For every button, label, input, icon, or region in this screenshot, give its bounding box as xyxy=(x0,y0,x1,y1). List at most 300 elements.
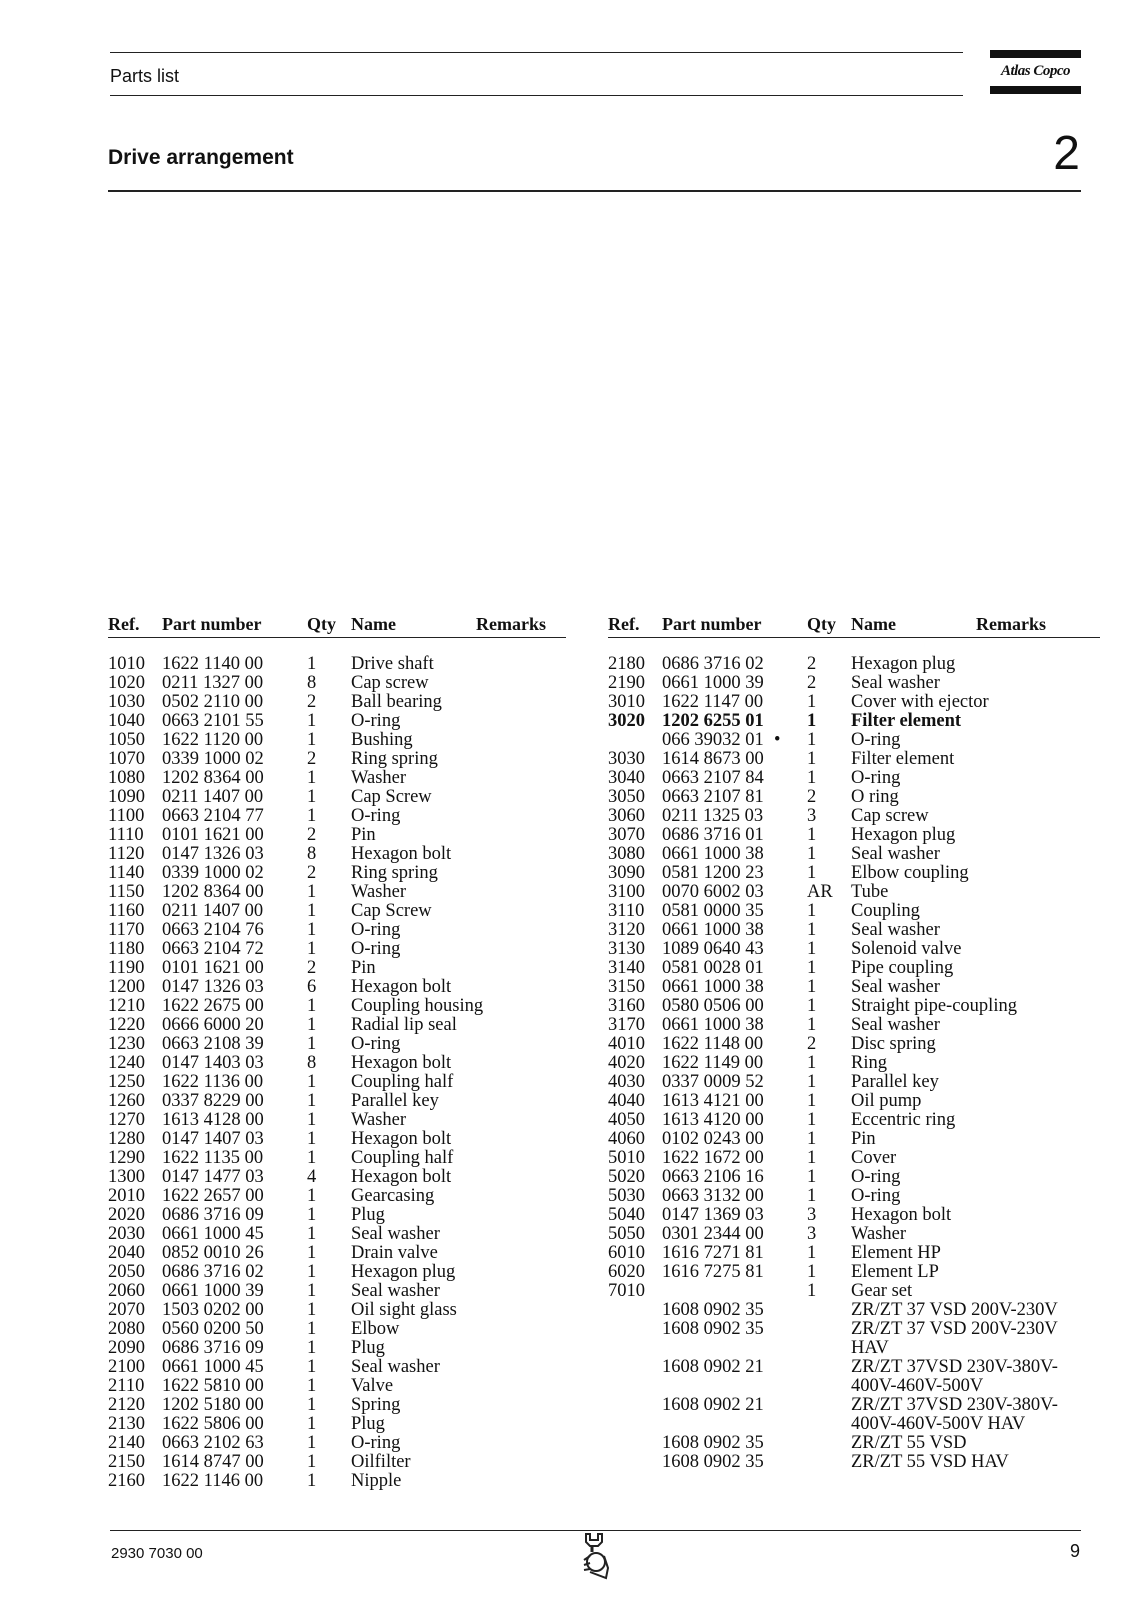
name-cell: Coupling half xyxy=(351,1148,454,1168)
name-cell: Tube xyxy=(851,882,889,902)
ref-cell: 1170 xyxy=(108,920,145,940)
table-row xyxy=(108,807,568,826)
table-row xyxy=(108,997,568,1016)
qty-cell: 3 xyxy=(807,1205,817,1225)
part-number-cell: 0101 1621 00 xyxy=(162,825,264,845)
part-number-cell: 0663 2108 39 xyxy=(162,1034,264,1054)
ref-cell: 1260 xyxy=(108,1091,145,1111)
col-remarks-header: Remarks xyxy=(476,614,546,634)
part-number-cell: 0663 2101 55 xyxy=(162,711,264,731)
part-number-cell: 0686 3716 09 xyxy=(162,1205,264,1225)
ref-cell: 5020 xyxy=(608,1167,645,1187)
part-number-cell: 0147 1477 03 xyxy=(162,1167,264,1187)
ref-cell: 4030 xyxy=(608,1072,645,1092)
ref-cell: 2150 xyxy=(108,1452,145,1472)
part-number-cell: 0663 2104 77 xyxy=(162,806,264,826)
col-qty-header: Qty xyxy=(807,614,836,634)
table-row xyxy=(608,712,1088,731)
name-cell: Plug xyxy=(351,1205,385,1225)
name-cell: O-ring xyxy=(351,711,401,731)
ref-cell: 3040 xyxy=(608,768,645,788)
name-cell: Cover with ejector xyxy=(851,692,989,712)
ref-cell: 2100 xyxy=(108,1357,145,1377)
qty-cell: 3 xyxy=(807,806,817,826)
table-row xyxy=(608,1225,1088,1244)
name-cell: Cap screw xyxy=(851,806,929,826)
name-cell: Coupling housing xyxy=(351,996,484,1016)
qty-cell: 1 xyxy=(807,901,817,921)
name-cell: Seal washer xyxy=(851,1015,940,1035)
parts-table-right xyxy=(608,655,1088,1472)
ref-cell: 4020 xyxy=(608,1053,645,1073)
name-cell: Pin xyxy=(351,825,376,845)
name-cell: Pin xyxy=(351,958,376,978)
ref-cell: 2120 xyxy=(108,1395,145,1415)
name-cell: Nipple xyxy=(351,1471,402,1491)
qty-cell: 1 xyxy=(807,844,817,864)
part-number-cell: 0661 1000 38 xyxy=(662,920,764,940)
table-row xyxy=(108,693,568,712)
table-row xyxy=(608,674,1088,693)
part-number-cell: 0661 1000 38 xyxy=(662,977,764,997)
ref-cell: 5040 xyxy=(608,1205,645,1225)
table-row xyxy=(608,807,1088,826)
ref-cell: 1100 xyxy=(108,806,145,826)
table-row xyxy=(108,1130,568,1149)
header-top-rule xyxy=(110,52,963,53)
ref-cell: 3160 xyxy=(608,996,645,1016)
name-cell: Cap Screw xyxy=(351,787,432,807)
qty-cell: 1 xyxy=(307,939,317,959)
table-row xyxy=(608,1282,1088,1301)
ref-cell: 2190 xyxy=(608,673,645,693)
qty-cell: 1 xyxy=(807,749,817,769)
name-cell: Cover xyxy=(851,1148,897,1168)
ref-cell: 2030 xyxy=(108,1224,145,1244)
part-number-cell: 1202 8364 00 xyxy=(162,768,264,788)
name-cell: Seal washer xyxy=(351,1281,440,1301)
qty-cell: 1 xyxy=(307,1072,317,1092)
ref-cell: 1080 xyxy=(108,768,145,788)
part-number-cell: 0686 3716 09 xyxy=(162,1338,264,1358)
table-row xyxy=(608,1073,1088,1092)
table-row xyxy=(608,1187,1088,1206)
qty-cell: 1 xyxy=(307,1433,317,1453)
table-row xyxy=(108,826,568,845)
table-row xyxy=(108,1358,568,1377)
name-cell: Drive shaft xyxy=(351,654,434,674)
part-number-cell: 0663 2107 84 xyxy=(662,768,764,788)
part-number-cell: 0663 2104 76 xyxy=(162,920,264,940)
table-row xyxy=(608,769,1088,788)
table-row xyxy=(608,1149,1088,1168)
part-number-cell: 0686 3716 02 xyxy=(162,1262,264,1282)
ref-cell: 1220 xyxy=(108,1015,145,1035)
qty-cell: 8 xyxy=(307,844,317,864)
name-cell: O-ring xyxy=(351,939,401,959)
name-cell: Cap Screw xyxy=(351,901,432,921)
ref-cell: 5050 xyxy=(608,1224,645,1244)
ref-cell: 1240 xyxy=(108,1053,145,1073)
name-cell: Oilfilter xyxy=(351,1452,411,1472)
qty-cell: 4 xyxy=(307,1167,317,1187)
part-number-cell: 0339 1000 02 xyxy=(162,749,264,769)
qty-cell: 1 xyxy=(807,1129,817,1149)
table-row xyxy=(108,1016,568,1035)
part-number-cell: 1608 0902 35 xyxy=(662,1319,764,1339)
qty-cell: 1 xyxy=(807,996,817,1016)
name-cell: Ring xyxy=(851,1053,887,1073)
table-row xyxy=(608,1130,1088,1149)
qty-cell: 1 xyxy=(807,1186,817,1206)
table-row xyxy=(608,1396,1088,1415)
header-label: Parts list xyxy=(110,66,180,86)
qty-cell: AR xyxy=(807,882,833,902)
name-cell: Ring spring xyxy=(351,863,438,883)
table-row xyxy=(608,1111,1088,1130)
qty-cell: 1 xyxy=(307,1186,317,1206)
qty-cell: 1 xyxy=(307,1414,317,1434)
qty-cell: 8 xyxy=(307,673,317,693)
part-number-cell: 0580 0506 00 xyxy=(662,996,764,1016)
table-row xyxy=(608,845,1088,864)
name-cell: 400V-460V-500V HAV xyxy=(851,1414,1026,1434)
table-row xyxy=(108,1434,568,1453)
part-number-cell: 0211 1407 00 xyxy=(162,901,264,921)
table-row xyxy=(108,750,568,769)
table-row xyxy=(108,1301,568,1320)
qty-cell: 1 xyxy=(307,806,317,826)
name-cell: O-ring xyxy=(351,806,401,826)
qty-cell: 1 xyxy=(307,996,317,1016)
ref-cell: 1070 xyxy=(108,749,145,769)
qty-cell: 1 xyxy=(807,1262,817,1282)
ref-cell: 1050 xyxy=(108,730,145,750)
part-number-cell: 0211 1325 03 xyxy=(662,806,764,826)
name-cell: Disc spring xyxy=(851,1034,936,1054)
name-cell: Seal washer xyxy=(851,920,940,940)
part-number-cell: 1608 0902 21 xyxy=(662,1395,764,1415)
table-row xyxy=(108,1339,568,1358)
qty-cell: 1 xyxy=(307,1300,317,1320)
qty-cell: 1 xyxy=(307,1129,317,1149)
section-number: 2 xyxy=(1053,127,1080,180)
part-number-cell: 0663 2106 16 xyxy=(662,1167,764,1187)
ref-cell: 3070 xyxy=(608,825,645,845)
qty-cell: 1 xyxy=(307,1281,317,1301)
col-part-header: Part number xyxy=(162,614,262,634)
ref-cell: 4010 xyxy=(608,1034,645,1054)
logo-text: Atlas Copco xyxy=(1000,63,1071,79)
name-cell: O ring xyxy=(851,787,899,807)
table-row xyxy=(608,826,1088,845)
qty-cell: 1 xyxy=(807,1281,817,1301)
part-number-cell: 1622 5806 00 xyxy=(162,1414,264,1434)
qty-cell: 1 xyxy=(807,977,817,997)
name-cell: Hexagon bolt xyxy=(351,977,452,997)
name-cell: Gear set xyxy=(851,1281,913,1301)
ref-cell: 4060 xyxy=(608,1129,645,1149)
name-cell: Hexagon bolt xyxy=(351,844,452,864)
part-number-cell: 1202 8364 00 xyxy=(162,882,264,902)
part-number-cell: 0661 1000 45 xyxy=(162,1357,264,1377)
part-number-cell: 0101 1621 00 xyxy=(162,958,264,978)
col-qty-header: Qty xyxy=(307,614,336,634)
part-number-cell: 0661 1000 38 xyxy=(662,1015,764,1035)
qty-cell: 1 xyxy=(307,1243,317,1263)
part-number-cell: 0147 1403 03 xyxy=(162,1053,264,1073)
part-number-cell: 0211 1407 00 xyxy=(162,787,264,807)
name-cell: Hexagon bolt xyxy=(351,1167,452,1187)
part-number-cell: 1622 1135 00 xyxy=(162,1148,264,1168)
qty-cell: 1 xyxy=(807,711,817,731)
ref-cell: 1020 xyxy=(108,673,145,693)
table-row xyxy=(108,655,568,674)
name-cell: Hexagon bolt xyxy=(851,1205,952,1225)
qty-cell: 2 xyxy=(307,958,317,978)
table-row xyxy=(108,940,568,959)
qty-cell: 1 xyxy=(307,1452,317,1472)
name-cell: Washer xyxy=(851,1224,907,1244)
part-number-cell: 0666 6000 20 xyxy=(162,1015,264,1035)
part-number-cell: 0663 3132 00 xyxy=(662,1186,764,1206)
qty-cell: 2 xyxy=(307,692,317,712)
qty-cell: 1 xyxy=(307,787,317,807)
col-remarks-header: Remarks xyxy=(976,614,1046,634)
table-row xyxy=(608,883,1088,902)
name-cell: Solenoid valve xyxy=(851,939,962,959)
part-number-cell: 1089 0640 43 xyxy=(662,939,764,959)
table-row xyxy=(108,1244,568,1263)
name-cell: Hexagon plug xyxy=(851,825,956,845)
table-row xyxy=(608,1092,1088,1111)
part-number-cell: 066 39032 01 xyxy=(662,730,764,750)
qty-cell: 1 xyxy=(307,1357,317,1377)
ref-cell: 6020 xyxy=(608,1262,645,1282)
qty-cell: 1 xyxy=(307,711,317,731)
name-cell: O-ring xyxy=(851,1186,901,1206)
part-number-cell: 0686 3716 02 xyxy=(662,654,764,674)
name-cell: Filter element xyxy=(851,749,955,769)
header-bottom-rule xyxy=(110,95,963,96)
qty-cell: 1 xyxy=(807,768,817,788)
name-cell: Oil pump xyxy=(851,1091,922,1111)
table-row xyxy=(108,1282,568,1301)
table-row xyxy=(608,1339,1088,1358)
ref-cell: 1280 xyxy=(108,1129,145,1149)
ref-cell: 2080 xyxy=(108,1319,145,1339)
col-name-header: Name xyxy=(851,614,896,634)
name-cell: Plug xyxy=(351,1414,385,1434)
table-row xyxy=(608,1358,1088,1377)
qty-cell: 1 xyxy=(807,863,817,883)
part-number-cell: 1613 4121 00 xyxy=(662,1091,764,1111)
part-number-cell: 1616 7275 81 xyxy=(662,1262,764,1282)
qty-cell: 1 xyxy=(307,882,317,902)
table-row xyxy=(108,1472,568,1491)
table-row xyxy=(608,1016,1088,1035)
logo-top-bar xyxy=(990,50,1081,58)
name-cell: Hexagon bolt xyxy=(351,1129,452,1149)
ref-cell: 1040 xyxy=(108,711,145,731)
table-row xyxy=(108,1073,568,1092)
table-row xyxy=(608,1415,1088,1434)
table-row xyxy=(108,1453,568,1472)
part-number-cell: 1622 1146 00 xyxy=(162,1471,264,1491)
name-cell: ZR/ZT 37 VSD 200V-230V xyxy=(851,1319,1058,1339)
qty-cell: 1 xyxy=(307,654,317,674)
part-number-cell: 0337 8229 00 xyxy=(162,1091,264,1111)
col-name-header: Name xyxy=(351,614,396,634)
page-number: 9 xyxy=(1069,1541,1080,1561)
table-row xyxy=(608,902,1088,921)
part-number-cell: 0070 6002 03 xyxy=(662,882,764,902)
part-number-cell: 0502 2110 00 xyxy=(162,692,264,712)
name-cell: Hexagon plug xyxy=(851,654,956,674)
ref-cell: 2020 xyxy=(108,1205,145,1225)
part-number-cell: 1613 4128 00 xyxy=(162,1110,264,1130)
ref-cell: 1290 xyxy=(108,1148,145,1168)
name-cell: HAV xyxy=(851,1338,889,1358)
table-row xyxy=(608,921,1088,940)
part-number-cell: 1622 2657 00 xyxy=(162,1186,264,1206)
name-cell: Parallel key xyxy=(351,1091,439,1111)
ref-cell: 3090 xyxy=(608,863,645,883)
col-ref-header: Ref. xyxy=(608,614,640,634)
name-cell: Ring spring xyxy=(351,749,438,769)
table-row xyxy=(108,1320,568,1339)
part-number-cell: 0686 3716 01 xyxy=(662,825,764,845)
ref-cell: 3120 xyxy=(608,920,645,940)
table-row xyxy=(608,1263,1088,1282)
name-cell: Gearcasing xyxy=(351,1186,435,1206)
name-cell: O-ring xyxy=(351,920,401,940)
ref-cell: 3080 xyxy=(608,844,645,864)
qty-cell: 1 xyxy=(307,730,317,750)
page-title: Drive arrangement xyxy=(108,146,294,169)
qty-cell: 1 xyxy=(807,1110,817,1130)
part-number-cell: 0581 1200 23 xyxy=(662,863,764,883)
qty-cell: 1 xyxy=(307,1262,317,1282)
name-cell: Seal washer xyxy=(851,844,940,864)
name-cell: 400V-460V-500V xyxy=(851,1376,984,1396)
name-cell: O-ring xyxy=(851,730,901,750)
qty-cell: 1 xyxy=(307,768,317,788)
name-cell: Washer xyxy=(351,768,407,788)
part-number-cell: 1503 0202 00 xyxy=(162,1300,264,1320)
table-row xyxy=(608,693,1088,712)
table-row xyxy=(608,1453,1088,1472)
part-number-cell: 1622 1136 00 xyxy=(162,1072,264,1092)
ref-cell: 3130 xyxy=(608,939,645,959)
qty-cell: 1 xyxy=(807,1015,817,1035)
part-number-cell: 1202 6255 01 xyxy=(662,711,764,731)
qty-cell: 1 xyxy=(307,1034,317,1054)
ref-cell: 2010 xyxy=(108,1186,145,1206)
document-number: 2930 7030 00 xyxy=(111,1545,203,1562)
name-cell: Parallel key xyxy=(851,1072,939,1092)
qty-cell: 1 xyxy=(307,1224,317,1244)
qty-cell: 1 xyxy=(807,1072,817,1092)
ref-cell: 1200 xyxy=(108,977,145,997)
footer-rule xyxy=(110,1530,1081,1531)
qty-cell: 1 xyxy=(807,1167,817,1187)
part-number-cell: 0661 1000 39 xyxy=(662,673,764,693)
table-row xyxy=(608,864,1088,883)
name-cell: Radial lip seal xyxy=(351,1015,457,1035)
part-number-cell: 0102 0243 00 xyxy=(662,1129,764,1149)
part-number-cell: 1608 0902 21 xyxy=(662,1357,764,1377)
name-cell: Valve xyxy=(351,1376,394,1396)
part-number-cell: 1622 2675 00 xyxy=(162,996,264,1016)
ref-cell: 1160 xyxy=(108,901,145,921)
table-row xyxy=(608,1377,1088,1396)
ref-cell: 2160 xyxy=(108,1471,145,1491)
table-row xyxy=(108,712,568,731)
table-row xyxy=(608,731,1088,750)
name-cell: O-ring xyxy=(351,1034,401,1054)
ref-cell: 4050 xyxy=(608,1110,645,1130)
part-number-cell: 1614 8673 00 xyxy=(662,749,764,769)
name-cell: Cap screw xyxy=(351,673,429,693)
name-cell: Drain valve xyxy=(351,1243,438,1263)
name-cell: Ball bearing xyxy=(351,692,442,712)
ref-cell: 3050 xyxy=(608,787,645,807)
name-cell: ZR/ZT 37VSD 230V-380V- xyxy=(851,1395,1058,1415)
qty-cell: 1 xyxy=(307,1319,317,1339)
part-number-cell: 0663 2102 63 xyxy=(162,1433,264,1453)
ref-cell: 2050 xyxy=(108,1262,145,1282)
name-cell: Oil sight glass xyxy=(351,1300,457,1320)
ref-cell: 1140 xyxy=(108,863,145,883)
mechanic-wrench-icon xyxy=(578,1532,614,1580)
qty-cell: 1 xyxy=(807,825,817,845)
ref-cell: 6010 xyxy=(608,1243,645,1263)
right-header-rule xyxy=(608,637,1100,638)
name-cell: Elbow coupling xyxy=(851,863,969,883)
ref-cell: 1210 xyxy=(108,996,145,1016)
name-cell: O-ring xyxy=(851,768,901,788)
table-row xyxy=(108,1396,568,1415)
table-row xyxy=(108,674,568,693)
name-cell: Coupling xyxy=(851,901,920,921)
ref-cell: 1230 xyxy=(108,1034,145,1054)
table-row xyxy=(108,731,568,750)
part-number-cell: 0581 0028 01 xyxy=(662,958,764,978)
qty-cell: 1 xyxy=(807,1243,817,1263)
qty-cell: 1 xyxy=(807,920,817,940)
qty-cell: 3 xyxy=(807,1224,817,1244)
ref-cell: 1010 xyxy=(108,654,145,674)
table-row xyxy=(608,1054,1088,1073)
name-cell: Hexagon bolt xyxy=(351,1053,452,1073)
ref-cell: 7010 xyxy=(608,1281,645,1301)
qty-cell: 2 xyxy=(307,863,317,883)
table-row xyxy=(108,1054,568,1073)
name-cell: Element HP xyxy=(851,1243,941,1263)
name-cell: Seal washer xyxy=(351,1357,440,1377)
part-number-cell: 1622 1148 00 xyxy=(662,1034,764,1054)
table-row xyxy=(608,1168,1088,1187)
marker-bullet: • xyxy=(774,730,781,750)
table-row xyxy=(608,655,1088,674)
part-number-cell: 1622 1672 00 xyxy=(662,1148,764,1168)
part-number-cell: 1608 0902 35 xyxy=(662,1452,764,1472)
table-row xyxy=(608,959,1088,978)
name-cell: ZR/ZT 55 VSD xyxy=(851,1433,967,1453)
table-row xyxy=(608,750,1088,769)
qty-cell: 2 xyxy=(807,673,817,693)
